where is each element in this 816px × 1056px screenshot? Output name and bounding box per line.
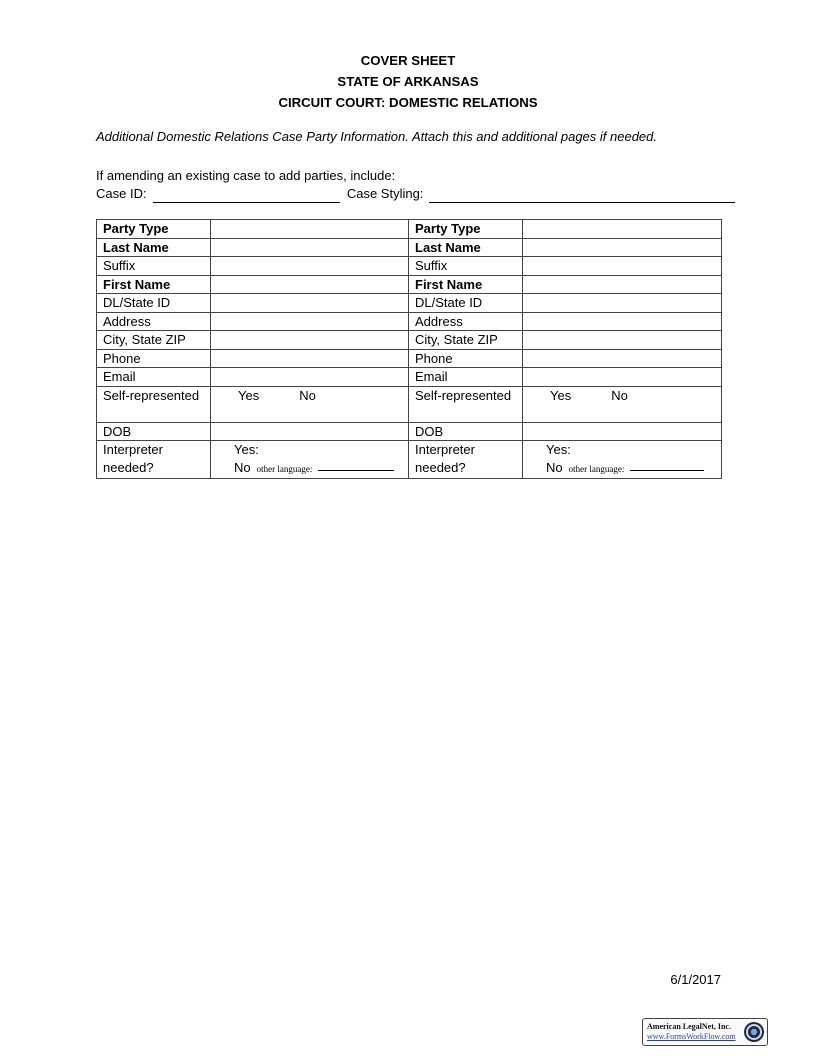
right-self-represented-label: Self-represented [409, 386, 523, 422]
right-city-label: City, State ZIP [409, 331, 523, 350]
left-first-name-field[interactable] [211, 275, 409, 294]
logo-url[interactable]: www.FormsWorkFlow.com [647, 1032, 736, 1041]
left-city-label: City, State ZIP [97, 331, 211, 350]
case-styling-label: Case Styling: [346, 186, 424, 201]
left-interpreter-text: Interpreter needed? [103, 442, 163, 475]
table-row [97, 257, 722, 276]
right-interpreter-field [523, 441, 722, 479]
left-first-name-label: First Name [97, 275, 211, 294]
right-email-label: Email [409, 368, 523, 387]
right-last-name-label: Last Name [409, 238, 523, 257]
right-email-field[interactable] [523, 368, 722, 387]
right-other-language-label: other language: [568, 463, 625, 474]
left-dob-label: DOB [97, 422, 211, 441]
left-city-field[interactable] [211, 331, 409, 350]
right-dl-label: DL/State ID [409, 294, 523, 313]
case-id-label: Case ID: [96, 186, 147, 201]
left-interp-no[interactable]: No [234, 459, 251, 475]
case-styling-field[interactable] [429, 188, 735, 203]
left-last-name-field[interactable] [211, 238, 409, 257]
table-row [97, 312, 722, 331]
right-dob-label: DOB [409, 422, 523, 441]
left-suffix-label: Suffix [97, 257, 211, 276]
right-phone-field[interactable] [523, 349, 722, 368]
left-suffix-field[interactable] [211, 257, 409, 276]
right-phone-label: Phone [409, 349, 523, 368]
left-interpreter-label [97, 441, 211, 479]
left-other-language-label: other language: [256, 463, 313, 474]
left-self-rep-yes[interactable]: Yes [238, 387, 260, 403]
left-last-name-label: Last Name [97, 238, 211, 257]
header [0, 50, 816, 113]
right-dl-field[interactable] [523, 294, 722, 313]
left-address-field[interactable] [211, 312, 409, 331]
left-address-label: Address [97, 312, 211, 331]
left-party-type-label: Party Type [97, 220, 211, 239]
right-suffix-field[interactable] [523, 257, 722, 276]
right-address-field[interactable] [523, 312, 722, 331]
left-party-type-field[interactable] [211, 220, 409, 239]
table-row [97, 422, 722, 441]
case-id-field[interactable] [153, 188, 340, 203]
table-row [97, 386, 722, 422]
right-dob-field[interactable] [523, 422, 722, 441]
header-state: STATE OF ARKANSAS [337, 74, 479, 89]
left-interpreter-field [211, 441, 409, 479]
right-interpreter-label [409, 441, 523, 479]
publisher-logo[interactable] [642, 1018, 768, 1046]
left-self-represented-field [211, 386, 409, 422]
right-address-label: Address [409, 312, 523, 331]
right-other-language-field[interactable] [630, 460, 704, 471]
left-dl-label: DL/State ID [97, 294, 211, 313]
right-first-name-label: First Name [409, 275, 523, 294]
left-phone-label: Phone [97, 349, 211, 368]
table-row [97, 441, 722, 479]
left-self-rep-no[interactable]: No [299, 387, 316, 403]
form-date: 6/1/2017 [670, 972, 721, 987]
right-city-field[interactable] [523, 331, 722, 350]
table-row [97, 368, 722, 387]
case-line [96, 184, 721, 203]
right-party-type-label: Party Type [409, 220, 523, 239]
left-dob-field[interactable] [211, 422, 409, 441]
right-party-type-field[interactable] [523, 220, 722, 239]
left-self-represented-text: Self-represented [103, 387, 200, 403]
table-row [97, 220, 722, 239]
left-self-represented-label [97, 386, 211, 422]
table-row [97, 294, 722, 313]
right-interpreter-text: Interpreter needed? [415, 442, 475, 475]
right-first-name-field[interactable] [523, 275, 722, 294]
left-phone-field[interactable] [211, 349, 409, 368]
table-row [97, 275, 722, 294]
left-other-language-field[interactable] [318, 460, 394, 471]
left-dl-field[interactable] [211, 294, 409, 313]
instruction-text: Additional Domestic Relations Case Party Information. Attach this and additional pages if needed. [96, 129, 658, 144]
left-email-label: Email [97, 368, 211, 387]
right-self-rep-yes[interactable]: Yes [550, 387, 572, 403]
header-court: CIRCUIT COURT: DOMESTIC RELATIONS [278, 95, 538, 110]
right-interp-no[interactable]: No [546, 459, 563, 475]
left-interp-yes[interactable]: Yes: [234, 442, 259, 457]
table-row [97, 349, 722, 368]
table-row [97, 331, 722, 350]
party-table [96, 219, 722, 479]
right-interp-yes[interactable]: Yes: [546, 442, 571, 457]
left-email-field[interactable] [211, 368, 409, 387]
table-row [97, 238, 722, 257]
amend-intro: If amending an existing case to add parties, include: [96, 168, 396, 183]
logo-emblem-icon [743, 1021, 765, 1043]
right-self-represented-field [523, 386, 722, 422]
header-title: COVER SHEET [360, 53, 456, 68]
right-last-name-field[interactable] [523, 238, 722, 257]
right-suffix-label: Suffix [409, 257, 523, 276]
logo-company-name: American LegalNet, Inc. [647, 1022, 731, 1031]
right-self-rep-no[interactable]: No [611, 387, 628, 403]
